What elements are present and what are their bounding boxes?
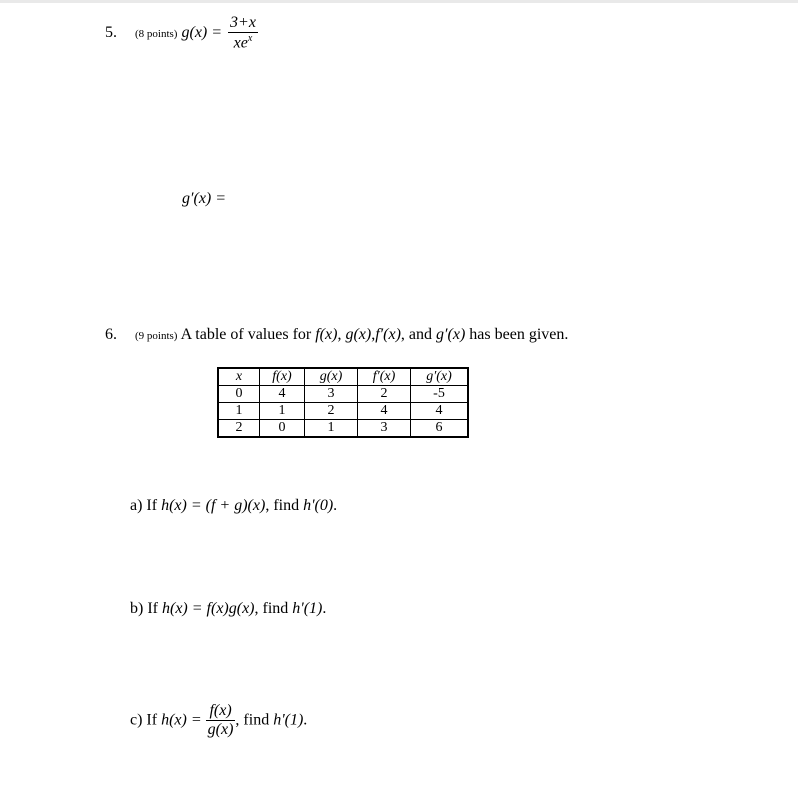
f-prime-label: f′(x) xyxy=(375,326,401,343)
question-number: 5. xyxy=(105,23,117,41)
table-cell: 3 xyxy=(358,420,411,438)
part-c xyxy=(130,702,307,739)
part-end: . xyxy=(333,497,338,514)
table-cell: 2 xyxy=(305,403,358,420)
intro-text: A table of values for xyxy=(180,326,316,343)
function-lhs: g(x) = xyxy=(181,23,223,41)
page-top-border xyxy=(0,0,798,3)
part-end: . xyxy=(303,711,308,729)
table-cell: 6 xyxy=(411,420,469,438)
table-cell: 1 xyxy=(305,420,358,438)
table-cell: 0 xyxy=(260,420,305,438)
table-header: f′(x) xyxy=(358,368,411,386)
fraction xyxy=(206,702,236,739)
table-row xyxy=(218,420,468,438)
separator: , xyxy=(371,326,376,343)
points-label: (8 points) xyxy=(135,27,178,40)
part-a xyxy=(130,497,337,515)
table-cell: 4 xyxy=(411,403,469,420)
table-header: f(x) xyxy=(260,368,305,386)
part-expression: h(x) = (f + g)(x) xyxy=(161,497,266,514)
table-cell: 3 xyxy=(305,386,358,403)
table-header: g′(x) xyxy=(411,368,469,386)
f-label: f(x) xyxy=(315,326,338,343)
table-header: x xyxy=(218,368,260,386)
part-end: . xyxy=(322,600,327,617)
fraction-numerator: f(x) xyxy=(206,702,236,721)
fraction-denominator: g(x) xyxy=(207,721,234,738)
part-prefix: b) If xyxy=(130,600,162,617)
intro-end: has been given. xyxy=(465,326,569,343)
fraction-numerator: 3+x xyxy=(230,14,256,31)
table-row xyxy=(218,386,468,403)
table-cell: 2 xyxy=(218,420,260,438)
part-target: h'(1) xyxy=(273,711,304,729)
table-cell: 1 xyxy=(260,403,305,420)
table-header: g(x) xyxy=(305,368,358,386)
table-cell: 4 xyxy=(260,386,305,403)
part-find: , find xyxy=(265,497,304,514)
question-number: 6. xyxy=(105,326,117,343)
table-header-row xyxy=(218,368,468,386)
table-row xyxy=(218,403,468,420)
g-label: g(x) xyxy=(345,326,372,343)
question-5 xyxy=(105,14,258,52)
part-target: h'(1) xyxy=(292,600,323,617)
points-label: (9 points) xyxy=(135,330,178,342)
table-cell: -5 xyxy=(411,386,469,403)
separator: , xyxy=(337,326,346,343)
table-cell: 2 xyxy=(358,386,411,403)
part-expression-lhs: h(x) = xyxy=(161,711,202,729)
values-table xyxy=(217,367,469,438)
part-find: , find xyxy=(254,600,293,617)
separator: , and xyxy=(400,326,437,343)
table-cell: 0 xyxy=(218,386,260,403)
part-expression: h(x) = f(x)g(x) xyxy=(161,600,255,617)
fraction-denominator xyxy=(228,33,258,52)
exponent: x xyxy=(247,33,253,44)
question-6-intro xyxy=(105,326,568,344)
table-cell: 4 xyxy=(358,403,411,420)
part-find: , find xyxy=(235,711,274,729)
part-target: h'(0) xyxy=(303,497,334,514)
table-cell: 1 xyxy=(218,403,260,420)
part-prefix: a) If xyxy=(130,497,162,514)
part-b xyxy=(130,600,326,618)
g-prime-label: g′(x) xyxy=(436,326,466,343)
derivative-answer-prompt: g′(x) = xyxy=(182,190,227,207)
part-prefix: c) If xyxy=(130,711,162,729)
fraction xyxy=(228,14,258,52)
denominator-base: xe xyxy=(233,34,248,52)
